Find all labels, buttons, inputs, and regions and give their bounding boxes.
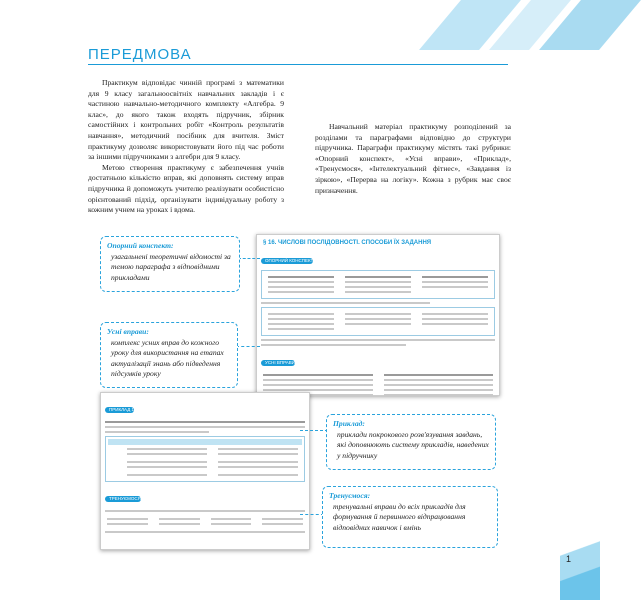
summary-table-2	[261, 307, 495, 336]
callout-practice-title: Тренуємося:	[329, 491, 371, 500]
intro-column-right	[315, 78, 511, 196]
intro-paragraph-3: Навчальний матеріал практикуму розподілений за розділами та параграфами відповідно до структури підручника. Параграфи практикуму містять такі рубрики: «Опорний конспект», «Усні вправи», «Приклад», «Тренуємося», «Інтелектуальний фітнес», «Завдання із зіркою», «Перерва на логіку». Кожна з рубрик має своє призначення.	[315, 122, 511, 195]
connector-example	[300, 430, 328, 431]
practice-exercises	[101, 515, 309, 528]
callout-summary	[100, 236, 240, 292]
summary-bar: ОПОРНИЙ КОНСПЕКТ	[261, 258, 313, 264]
intro-column-left	[88, 78, 284, 215]
connector-summary	[238, 258, 260, 259]
callout-example-title: Приклад:	[333, 419, 365, 428]
bottom-corner-decoration	[560, 530, 600, 600]
summary-table	[261, 270, 495, 299]
callout-practice	[322, 486, 498, 548]
sample-page-heading: § 16. ЧИСЛОВІ ПОСЛІДОВНОСТІ. СПОСОБИ ЇХ ЗАДАННЯ	[263, 240, 432, 246]
intro-paragraph-2: Метою створення практикуму є забезпечення учнів достатньою кількістю вправ, які доповнять систему вправ підручника й допоможуть учителю реалізувати особистісно орієнтований підхід, організувати індивідуальну роботу з кожним учнем на уроках і вдома.	[88, 162, 284, 215]
practice-bar: ТРЕНУЄМОСЯ	[105, 496, 141, 502]
callout-oral-title: Усні вправи:	[107, 327, 149, 336]
sample-page-summary	[256, 234, 500, 396]
callout-oral	[100, 322, 238, 388]
callout-oral-body: комплекс усних вправ до кожного уроку для використання на етапах актуалізації знань або підведення підсумків уроку	[111, 337, 224, 378]
title-divider	[88, 64, 508, 65]
callout-practice-body: тренувальні вправи до всіх прикладів для формування й первинного відпрацювання відповідних навичок і вмінь	[333, 501, 466, 532]
intro-paragraph-1: Практикум відповідає чинній програмі з математики для 9 класу загальноосвітніх навчальних закладів і є частиною навчально-методичного комплекту «Алгебра. 9 клас», до якого також входять підручник, збірник самостійних і контрольних робіт «Контроль результатів навчання», методичний посібник для вчителя. Зміст практикуму дозволяє використовувати його під час роботи за іншими підручниками з алгебри для 9 класу.	[88, 78, 284, 162]
callout-summary-title: Опорний конспект:	[107, 241, 174, 250]
oral-bar: УСНІ ВПРАВИ	[261, 360, 295, 366]
corner-decoration	[400, 0, 600, 50]
example-table	[105, 436, 305, 482]
page-title: ПЕРЕДМОВА	[88, 46, 192, 63]
sample-page-example	[100, 392, 310, 550]
connector-practice	[300, 514, 324, 515]
example-bar: ПРИКЛАД 1	[105, 407, 134, 413]
callout-example	[326, 414, 496, 470]
connector-oral	[236, 346, 260, 347]
callout-example-body: приклади покрокового розв'язування завдань, які доповнюють систему прикладів, наведених у підручнику	[337, 429, 489, 460]
page-number: 1	[566, 554, 572, 564]
callout-summary-body: узагальнені теоретичні відомості за темою параграфа з відповідними прикладами	[111, 251, 231, 282]
